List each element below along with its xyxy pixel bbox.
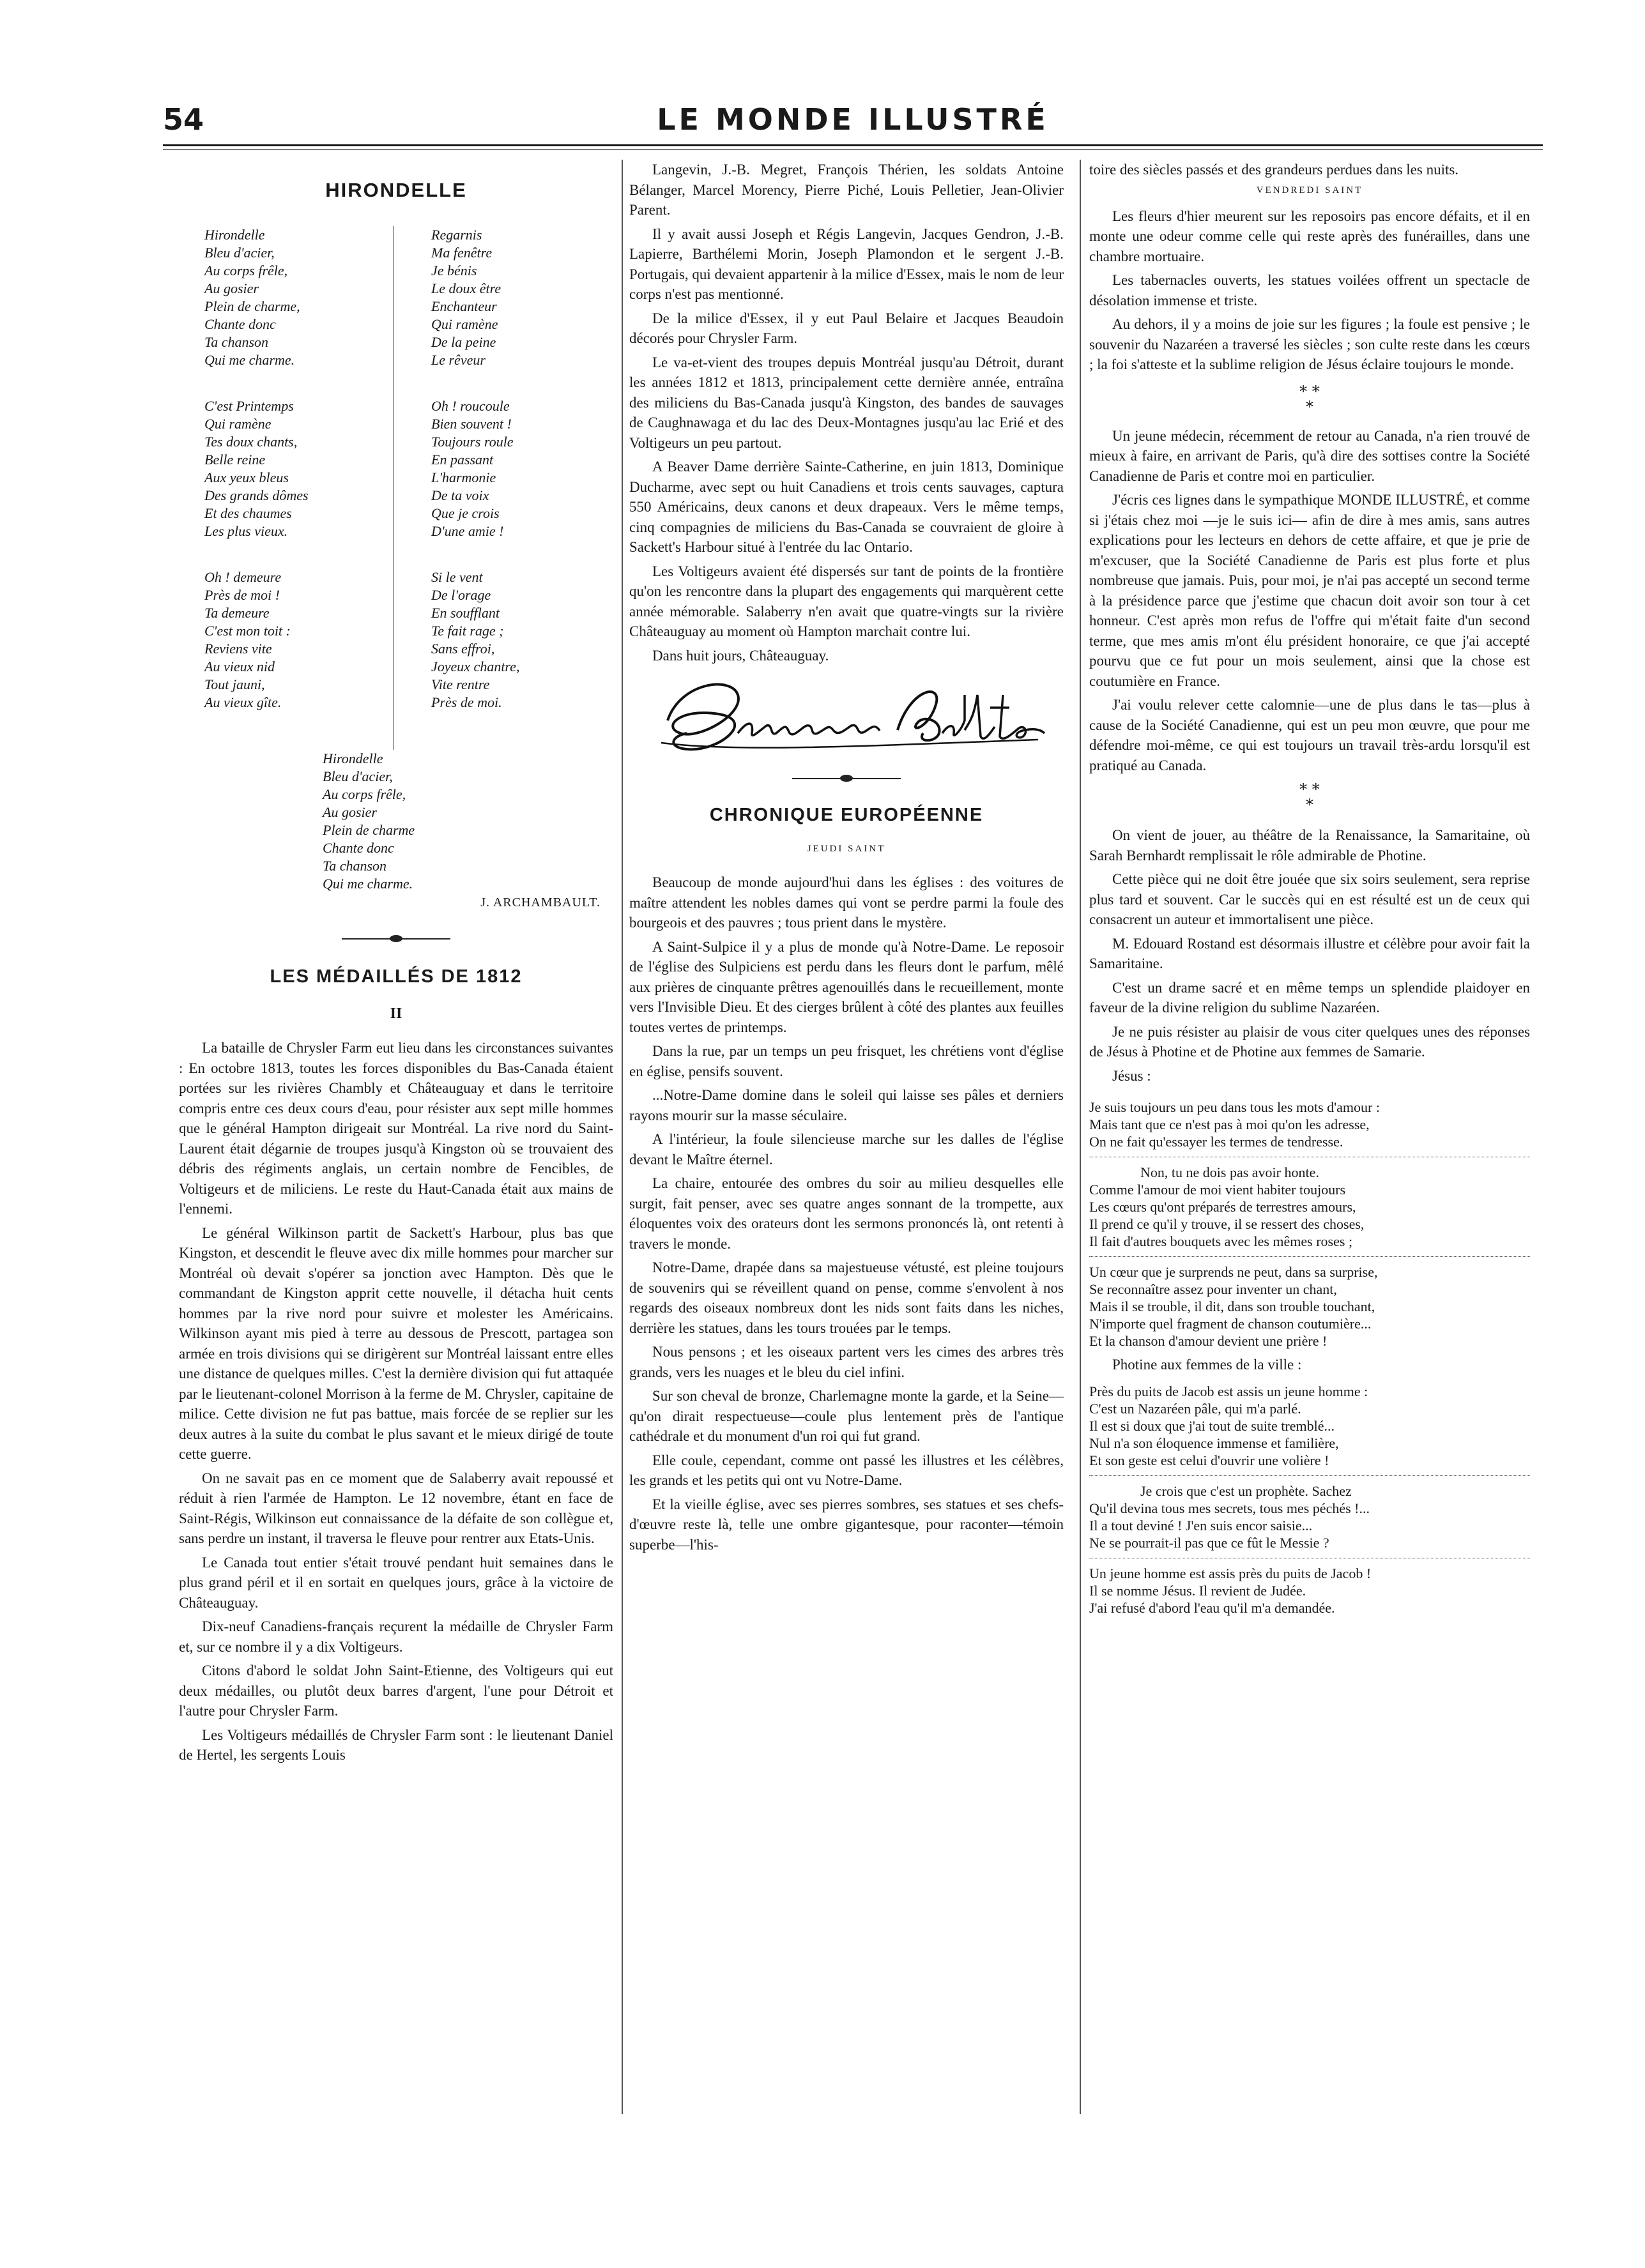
verse-line: On ne fait qu'essayer les termes de tendresse. (1089, 1134, 1343, 1150)
poem-line: Qui ramène (431, 316, 498, 332)
poem-line: Regarnis (431, 227, 482, 243)
poem-line: Enchanteur (431, 298, 497, 314)
poem-line: De ta voix (431, 487, 489, 503)
paragraph: Et la vieille église, avec ses pierres sombres, ses statues et ses chefs-d'œuvre reste là, telle une ombre gigantesque, pour raconter—témoin superbe—l'his- (629, 1496, 1064, 1553)
poem-hirondelle (179, 226, 613, 756)
header-rule (163, 144, 1543, 146)
verse-line: Je crois que c'est un prophète. Sachez (1140, 1482, 1352, 1499)
poem-line: Chante donc (323, 840, 394, 856)
poem-line: Je bénis (431, 263, 477, 278)
paragraph: Le général Wilkinson partit de Sackett's Harbour, plus bas que Kingston, et descendit le fleuve avec dix mille hommes pour marcher sur Montréal où devait s'opérer sa jonction avec Hampton. Dès que le commandant de Kingston apprit cette nouvelle, il détacha huit cents hommes par la rive nord pour suivre et molester les Américains. Wilkinson ayant mis pied à terre au dessous de Prescott, partagea son armée en trois divisions qui se dirigèrent sur Montréal laissant entre elles une distance de quelques milles. C'est la dernière division qui fut attaquée par le lieutenant-colonel Morrison à la ferme de M. Chrysler, capitaine de milice. Cette division ne fut pas battue, mais forcée de se replier sur les deux autres à la suite du combat le plus savant et le mieux dirigé de toute cette guerre. (179, 1224, 613, 1462)
verse-line: Un jeune homme est assis près du puits de Jacob ! (1089, 1565, 1372, 1581)
column-3 (1089, 160, 1530, 1617)
poem-line: Oh ! roucoule (431, 398, 510, 414)
verse-line: Il fait d'autres bouquets avec les mêmes roses ; (1089, 1233, 1353, 1249)
paragraph: A Beaver Dame derrière Sainte-Catherine, en juin 1813, Dominique Ducharme, avec sept ou huit Canadiens et trois cents sauvages, captura 550 Américains, deux canons et deux drapeaux. Vers le même temps, cinq compagnies de miliciens du Bas-Canada se couvraient de gloire à Sackett's Harbour situé à l'entrée du lac Ontario. (629, 459, 1064, 555)
verse-separator (1089, 1475, 1530, 1476)
verse-line: J'ai refusé d'abord l'eau qu'il m'a demandée. (1089, 1599, 1335, 1616)
verse-line: Ne se pourrait-il pas que ce fût le Messie ? (1089, 1534, 1329, 1551)
verse-line: Qu'il devina tous mes secrets, tous mes péchés !... (1089, 1500, 1370, 1516)
poem-line: Ma fenêtre (431, 245, 493, 261)
verse-line: Et son geste est celui d'ouvrir une volière ! (1089, 1452, 1329, 1468)
poem-line: Au vieux gîte. (204, 694, 282, 710)
poem-line: Te fait rage ; (431, 623, 504, 639)
paragraph: Citons d'abord le soldat John Saint-Etienne, des Voltigeurs qui eut deux médailles, ou plutôt deux barres d'argent, l'une pour Détroit et l'autre pour Chrysler Farm. (179, 1663, 613, 1719)
paragraph: J'ai voulu relever cette calomnie—une de plus dans le tas—plus à cause de la Société Canadienne, qui est un peu mon œuvre, que pour me défendre moi-même, ce qui est toujours un travail très-ardu lorsqu'il est pratiqué au Canada. (1089, 697, 1530, 773)
poem-line: Sans effroi, (431, 641, 495, 657)
verse-separator (1089, 1256, 1530, 1257)
paragraph: Cette pièce qui ne doit être jouée que six soirs seulement, sera reprise plus tard et souvent. Car le succès qui en est résulté est un de ceux qui consacrent un auteur et immortalisent une pièce. (1089, 871, 1530, 927)
verse-line: Les cœurs qu'ont préparés de terrestres amours, (1089, 1199, 1356, 1215)
column-divider (1080, 160, 1081, 2114)
paragraph: Nous pensons ; et les oiseaux partent vers les cimes des arbres très grands, vers les nuages et le bleu du ciel infini. (629, 1344, 1064, 1380)
poem-line: Et des chaumes (204, 505, 292, 521)
poem-line: Au vieux nid (204, 658, 275, 674)
poem-line: Qui me charme. (204, 352, 295, 368)
chronique-title: CHRONIQUE EUROPÉENNE (709, 805, 984, 825)
poem-line: Près de moi ! (204, 587, 280, 603)
paragraph: M. Edouard Rostand est désormais illustre et célèbre pour avoir fait la Samaritaine. (1089, 935, 1530, 971)
poem-line: Ta demeure (204, 605, 270, 621)
paragraph: Les Voltigeurs avaient été dispersés sur tant de points de la frontière qu'on les rencontre dans la plupart des engagements qui marquèrent cette année mémorable. Salaberry n'en avait que quatre-vingts sur la rivière Châteauguay au moment où Hampton marchait contre lui. (629, 563, 1064, 639)
page-header (163, 102, 1543, 147)
verse-line: Il se nomme Jésus. Il revient de Judée. (1089, 1582, 1306, 1599)
poem-line: De la peine (431, 334, 496, 350)
paragraph: Dans huit jours, Châteauguay. (652, 647, 829, 664)
poem-line: Aux yeux bleus (204, 469, 289, 485)
verse-block (1089, 1383, 1530, 1617)
poem-line: Chante donc (204, 316, 276, 332)
article-continuation (629, 160, 1064, 666)
paragraph: ...Notre-Dame domine dans le soleil qui laisse ses pâles et derniers rayons mourir sur la masse séculaire. (629, 1087, 1064, 1123)
page-number: 54 (163, 102, 204, 137)
verse-line: Il a tout deviné ! J'en suis encor saisie... (1089, 1517, 1313, 1534)
paragraph: Un jeune médecin, récemment de retour au Canada, n'a rien trouvé de mieux à faire, en arrivant de Paris, qu'à dire des sottises contre la Société Canadienne de Paris et contre moi en particulier. (1089, 427, 1530, 484)
poem-stanza (204, 397, 309, 540)
paragraph: Il y avait aussi Joseph et Régis Langevin, Jacques Gendron, J.-B. Lapierre, Barthélemi Morin, Joseph Plamondon et le sergent J.-B. Portugais, qui devaient appartenir à la milice d'Essex, mais le nom de leur corps n'est pas mentionné. (629, 225, 1064, 302)
poem-stanza (204, 226, 300, 369)
poem-line: En soufflant (431, 605, 500, 621)
poem-line: L'harmonie (431, 469, 496, 485)
poem-line: Près de moi. (431, 694, 502, 710)
paragraph: toire des siècles passés et des grandeurs perdues dans les nuits. (1089, 162, 1459, 178)
paragraph: Dans la rue, par un temps un peu frisquet, les chrétiens vont d'église en église, pensifs souvent. (629, 1043, 1064, 1079)
poem-line: Au corps frêle, (204, 263, 288, 278)
poem-line: Au gosier (323, 804, 377, 820)
poem-line: Hirondelle (323, 750, 383, 766)
paragraph: Le Canada tout entier s'était trouvé pendant huit semaines dans le plus grand péril et il en sortait en quelques jours, grâce à la victoire de Châteauguay. (179, 1554, 613, 1611)
verse-line: Il prend ce qu'il y trouve, il se ressert des choses, (1089, 1216, 1365, 1232)
paragraph: On ne savait pas en ce moment que de Salaberry avait repoussé et réduit à rien l'armée de Hampton. Le 12 novembre, étant en face de Saint-Régis, Wilkinson eut connaissance de la défaite de son collègue et, sans perdre un instant, il traversa le fleuve pour rentrer aux Etats-Unis. (179, 1470, 613, 1546)
paragraph: Notre-Dame, drapée dans sa majestueuse vétusté, est pleine toujours de souvenirs qui se réveillent quand on pense, comme s'envolent à nos regards des oiseaux nombreux dont les nids sont faits dans les niches, derrière les statues, dans les tours trouées par le temps. (629, 1260, 1064, 1336)
poem-line: Belle reine (204, 452, 266, 468)
poem-stanza (431, 397, 514, 540)
verse-stanza (1089, 1383, 1530, 1469)
poem-line: Reviens vite (204, 641, 272, 657)
article-part: II (390, 1005, 402, 1022)
poem-line: Au gosier (204, 280, 259, 296)
poem-stanza (431, 568, 519, 712)
paragraph: Beaucoup de monde aujourd'hui dans les églises : des voitures de maître attendent les nobles dames qui vont se perdre parmi la foule des bourgeois et des pauvres ; tous prient dans le mystère. (629, 874, 1064, 931)
verse-stanza (1089, 1164, 1530, 1250)
poem-line: Le rêveur (431, 352, 486, 368)
verse-block (1089, 1099, 1530, 1350)
poem-line: Si le vent (431, 569, 483, 585)
section-ornament (792, 774, 901, 783)
poem-stanza (431, 226, 501, 369)
poem-line: Plein de charme, (204, 298, 300, 314)
jesus-label: Jésus : (1112, 1067, 1151, 1084)
paragraph: Le va-et-vient des troupes depuis Montréal jusqu'au Détroit, durant les années 1812 et 1813, principalement cette dernière année, entraîna des miliciens du Bas-Canada jusqu'à Kingston, des bandes de sauvages de Caughnawaga et du lac des Deux-Montagnes jusqu'au lac Erié et des Voltigeurs un peu partout. (629, 354, 1064, 451)
paragraph: A Saint-Sulpice il y a plus de monde qu'à Notre-Dame. Le reposoir de l'église des Sulpiciens est perdu dans les fleurs dont le parfum, mêlé aux prières de cinquante prêtres agenouillés dans le recueillement, monte vers l'Invisible Dieu. Et des cierges brûlent à côté des plantes aux feuilles toutes vertes de printemps. (629, 938, 1064, 1035)
asterism: * * * (1299, 780, 1320, 814)
poem-author: J. ARCHAMBAULT. (480, 895, 601, 909)
poem-line: D'une amie ! (431, 523, 504, 539)
chronique-body (629, 872, 1064, 1555)
poem-line: Hirondelle (204, 227, 265, 243)
poem-line: C'est Printemps (204, 398, 294, 414)
header-rule-thin (163, 149, 1543, 150)
day-heading: VENDREDI SAINT (1256, 185, 1363, 195)
column-divider (622, 160, 623, 2114)
verse-line: Non, tu ne dois pas avoir honte. (1140, 1164, 1319, 1180)
paragraph: C'est un drame sacré et en même temps un splendide plaidoyer en faveur de la divine religion du sublime Nazaréen. (1089, 979, 1530, 1016)
poem-line: Bleu d'acier, (204, 245, 275, 261)
poem-line: Vite rentre (431, 676, 490, 692)
column-1 (179, 160, 613, 1769)
poem-line: C'est mon toit : (204, 623, 291, 639)
poem-line: Le doux être (431, 280, 501, 296)
poem-line: Bleu d'acier, (323, 768, 393, 784)
poem-line: Les plus vieux. (204, 523, 288, 539)
handwritten-signature (642, 669, 1051, 765)
verse-stanza (1089, 1565, 1530, 1617)
verse-line: N'importe quel fragment de chanson coutumière... (1089, 1316, 1372, 1332)
poem-title: HIRONDELLE (325, 179, 467, 201)
verse-line: Et la chanson d'amour devient une prière ! (1089, 1333, 1327, 1349)
poem-line: Oh ! demeure (204, 569, 282, 585)
paragraph: Les Voltigeurs médaillés de Chrysler Farm sont : le lieutenant Daniel de Hertel, les sergents Louis (179, 1726, 613, 1763)
poem-line: Plein de charme (323, 822, 415, 838)
poem-line: Des grands dômes (204, 487, 309, 503)
verse-stanza (1089, 1482, 1530, 1551)
paragraph: Dix-neuf Canadiens-français reçurent la médaille de Chrysler Farm et, sur ce nombre il y a dix Voltigeurs. (179, 1618, 613, 1655)
paragraph: A l'intérieur, la foule silencieuse marche sur les dalles de l'église devant le Maître éternel. (629, 1131, 1064, 1168)
paragraph: Langevin, J.-B. Megret, François Thérien, les soldats Antoine Bélanger, Marcel Morency, Pierre Piché, Louis Pelletier, Jean-Olivier Parent. (629, 162, 1064, 218)
poem-divider (393, 226, 394, 750)
verse-line: Se reconnaître assez pour inventer un chant, (1089, 1281, 1337, 1297)
verse-line: Mais il se trouble, il dit, dans son trouble touchant, (1089, 1298, 1375, 1314)
verse-stanza (1089, 1263, 1530, 1350)
paragraph: La bataille de Chrysler Farm eut lieu dans les circonstances suivantes : En octobre 1813, toutes les forces disponibles du Bas-Canada étaient portées sur les rivières Chambly et Châteauguay et dans le territoire compris entre ces deux cours d'eau, pour résister aux sept mille hommes que le général Hampton dirigeait sur Montréal. La rive nord du Saint-Laurent était dégarnie de troupes jusqu'à Kingston où se trouvaient des débris des régiments anglais, un certain nombre de Fencibles, de Voltigeurs et de miliciens. Le reste du Haut-Canada était aux mains de l'ennemi. (179, 1040, 613, 1217)
verse-line: C'est un Nazaréen pâle, qui m'a parlé. (1089, 1400, 1301, 1417)
poem-line: Que je crois (431, 505, 500, 521)
article-title: LES MÉDAILLÉS DE 1812 (270, 966, 523, 987)
poem-line: Qui ramène (204, 416, 272, 432)
section-ornament (342, 934, 450, 943)
poem-line: Bien souvent ! (431, 416, 512, 432)
poem-stanza (204, 568, 291, 712)
paragraph: Je ne puis résister au plaisir de vous citer quelques unes des réponses de Jésus à Photine et de Photine aux femmes de Samarie. (1089, 1023, 1530, 1060)
paragraph: Sur son cheval de bronze, Charlemagne monte la garde, et la Seine—qu'on dirait respectueuse—coule plus lentement près de l'antique cathédrale et du monument d'un roi qui fut grand. (629, 1388, 1064, 1444)
paragraph: Les tabernacles ouverts, les statues voilées offrent un spectacle de désolation immense et triste. (1089, 272, 1530, 308)
poem-line: En passant (431, 452, 494, 468)
day-heading: JEUDI SAINT (807, 844, 886, 854)
verse-line: Près du puits de Jacob est assis un jeune homme : (1089, 1383, 1368, 1399)
poem-line: Au corps frêle, (323, 786, 406, 802)
verse-line: Un cœur que je surprends ne peut, dans sa surprise, (1089, 1264, 1378, 1280)
verse-line: Nul n'a son éloquence immense et familière, (1089, 1435, 1339, 1451)
poem-line: Toujours roule (431, 434, 514, 450)
paragraph: Elle coule, cependant, comme ont passé les illustres et les célèbres, les grands et les petits qui ont vu Notre-Dame. (629, 1452, 1064, 1488)
photine-label: Photine aux femmes de la ville : (1112, 1357, 1302, 1373)
masthead-title: LE MONDE ILLUSTRÉ (657, 102, 1049, 137)
paragraph: La chaire, entourée des ombres du soir au milieu desquelles elle surgit, fait penser, avec ses quatre anges sonnant de la trompette, aux éloquentes voix des orateurs dont les sermons prononcés là, ont retenti à travers le monde. (629, 1175, 1064, 1252)
paragraph: Les fleurs d'hier meurent sur les reposoirs pas encore défaits, et il en monte une odeur comme celle qui reste après des funérailles, dans une chambre mortuaire. (1089, 208, 1530, 264)
verse-stanza (1089, 1099, 1530, 1150)
paragraph: Au dehors, il y a moins de joie sur les figures ; la foule est pensive ; le souvenir du Nazaréen a traversé les siècles ; son culte reste dans les cœurs ; la foi s'atteste et la sublime religion de Jésus éclaire toujours le monde. (1089, 316, 1530, 372)
article-body (179, 1038, 613, 1765)
poem-line: De l'orage (431, 587, 491, 603)
column-2 (629, 160, 1064, 1558)
verse-line: Comme l'amour de moi vient habiter toujours (1089, 1182, 1346, 1198)
paragraph: De la milice d'Essex, il y eut Paul Belaire et Jacques Beaudoin décorés pour Chrysler Farm. (629, 310, 1064, 346)
poem-line: Tes doux chants, (204, 434, 298, 450)
poem-line: Ta chanson (204, 334, 269, 350)
asterism: * * * (1299, 382, 1320, 416)
poem-line: Ta chanson (323, 858, 387, 874)
poem-line: Joyeux chantre, (431, 658, 520, 674)
verse-line: Il est si doux que j'ai tout de suite tremblé... (1089, 1417, 1335, 1434)
paragraph: On vient de jouer, au théâtre de la Renaissance, la Samaritaine, où Sarah Bernhardt remplissait le rôle admirable de Photine. (1089, 827, 1530, 864)
verse-line: Mais tant que ce n'est pas à moi qu'on les adresse, (1089, 1116, 1370, 1132)
paragraph: J'écris ces lignes dans le sympathique MONDE ILLUSTRÉ, et comme si j'étais chez moi —je le suis ici— afin de dire à mes amis, sans autres explications pour les lecteurs en dehors de cette affaire, et que je prie de m'excuser, que la Société Canadienne de Paris est plus forte et plus nombreuse que jamais. Puis, pour moi, je n'ai pas accepté un second terme à la présidence parce que j'estime que chacun doit avoir son tour à cet honneur. C'est après mon refus de l'offre qui m'était faite d'un second terme, que mes amis m'ont élu président honoraire, ce que j'ai accepté pourvu que ce fut pour un mois seulement, ainsi que la chose est coutumière en France. (1089, 492, 1530, 689)
poem-line: Qui me charme. (323, 876, 413, 892)
poem-line: Tout jauni, (204, 676, 265, 692)
verse-line: Je suis toujours un peu dans tous les mots d'amour : (1089, 1099, 1380, 1115)
